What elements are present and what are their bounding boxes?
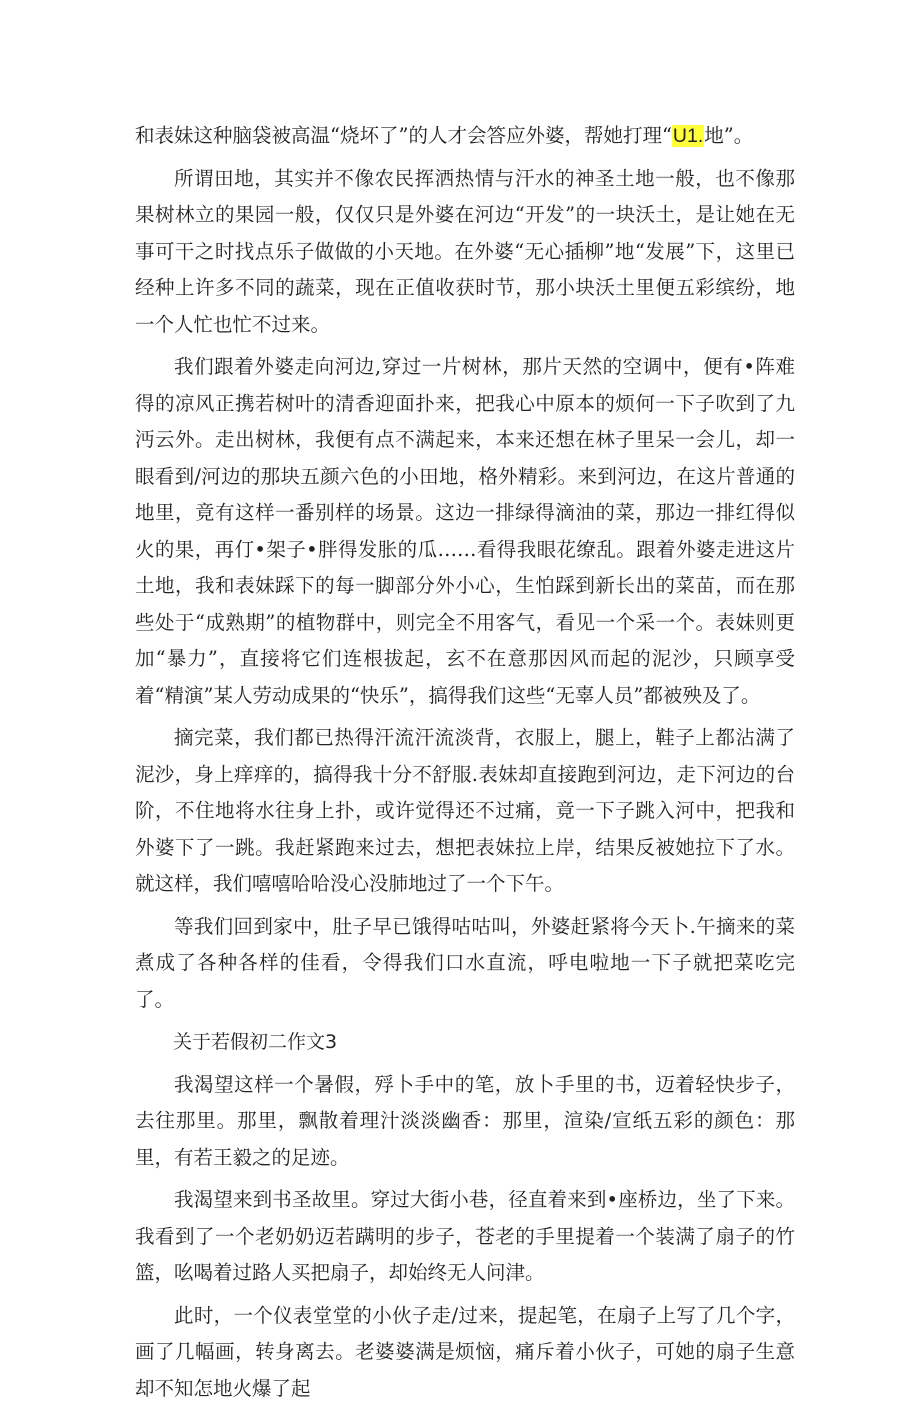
paragraph-wish: 我渴望这样一个暑假，殍卜手中的笔，放卜手里的书，迈着轻快步子，去往那里。那里，飘散着理汁淡淡幽香：那里，渲染/宣纸五彩的颜色：那里，有若王毅之的足迹。 — [135, 1072, 795, 1169]
paragraph-after-picking: 摘完菜，我们都已热得汗流汗流淡背，衣服上，腿上，鞋子上都沾满了泥沙，身上痒痒的，搞得我十分不舒服.表妹却直接跑到河边，走下河边的台阶，不住地将水往身上扑，或许觉得还不过痛，竟一下子跳入河中，把我和外婆下了一跳。我赶紧跑来过去，想把表妹拉上岸，结果反被她拉下了水。就这样，我们嘻嘻哈哈没心没肺地过了一个下午。 — [135, 726, 795, 895]
paragraph-home: 等我们回到家中，肚子早已饿得咕咕叫，外婆赶紧将今天卜.午摘来的菜煮成了各种各样的佳看，令得我们口水直流，呼电啦地一下子就把菜吃完了。 — [135, 914, 795, 1011]
paragraph-young-man: 此时，一个仪表堂堂的小伙子走/过来，提起笔，在扇子上写了几个字，画了几幅画，转身离去。老婆婆满是烦恼，痛斥着小伙子，可她的扇子生意却不知怎地火爆了起 — [135, 1303, 795, 1400]
section-heading: 关于若假初二作文3 — [173, 1031, 338, 1053]
intro-text-before: 和表妹这种脑袋被高温“烧坏了”的人才会答应外婆，帮她打理“ — [135, 124, 672, 147]
document-body — [135, 118, 795, 1413]
paragraph-hometown: 我渴望来到书圣故里。穿过大街小巷，径直着来到•座桥边，坐了下来。我看到了一个老奶奶迈若蹒明的步子，苍老的手里提着一个装满了扇子的竹篮，吆喝着过路人买把扇子，却始终无人问津。 — [135, 1188, 795, 1284]
highlighted-text: U1. — [672, 125, 704, 147]
intro-text-after: 地”。 — [704, 124, 754, 147]
paragraph-field: 所谓田地，其实并不像农民挥洒热情与汗水的神圣土地一般，也不像那果树林立的果园一般，仅仅只是外婆在河边“开发”的一块沃土，是让她在无事可干之时找点乐子做做的小天地。在外婆“无心插柳”地“发展”下，这里已经种上许多不同的蔬菜，现在正值收获时节，那小块沃土里便五彩缤纷，地一个人忙也忙不过来。 — [135, 166, 795, 336]
intro-paragraph — [135, 118, 795, 155]
paragraph-riverside: 我们跟着外婆走向河边,穿过一片树林，那片天然的空调中，便有•阵难得的凉风正携若树叶的清香迎面扑来，把我心中原本的烦何一下子吹到了九沔云外。走出树林，我便有点不满起来，本来还想在林子里呆一会儿，却一眼看到/河边的那块五颜六色的小田地，格外精彩。来到河边，在这片普通的地里，竟有这样一番别样的场景。这边一排绿得滴油的菜，那边一排红得似火的果，再仃•架子•胖得发胀的瓜……看得我眼花缭乱。跟着外婆走进这片土地，我和表妹踩下的每一脚部分外小心，生怕踩到新长出的菜苗，而在那些处于“成熟期”的植物群中，则完全不用客气，看见一个采一个。表妹则更加“暴力”，直接将它们连根拔起，玄不在意那因风而起的泥沙，只顾享受着“精演”某人劳动成果的“快乐”，搞得我们这些“无辜人员”都被殃及了。 — [135, 355, 795, 707]
